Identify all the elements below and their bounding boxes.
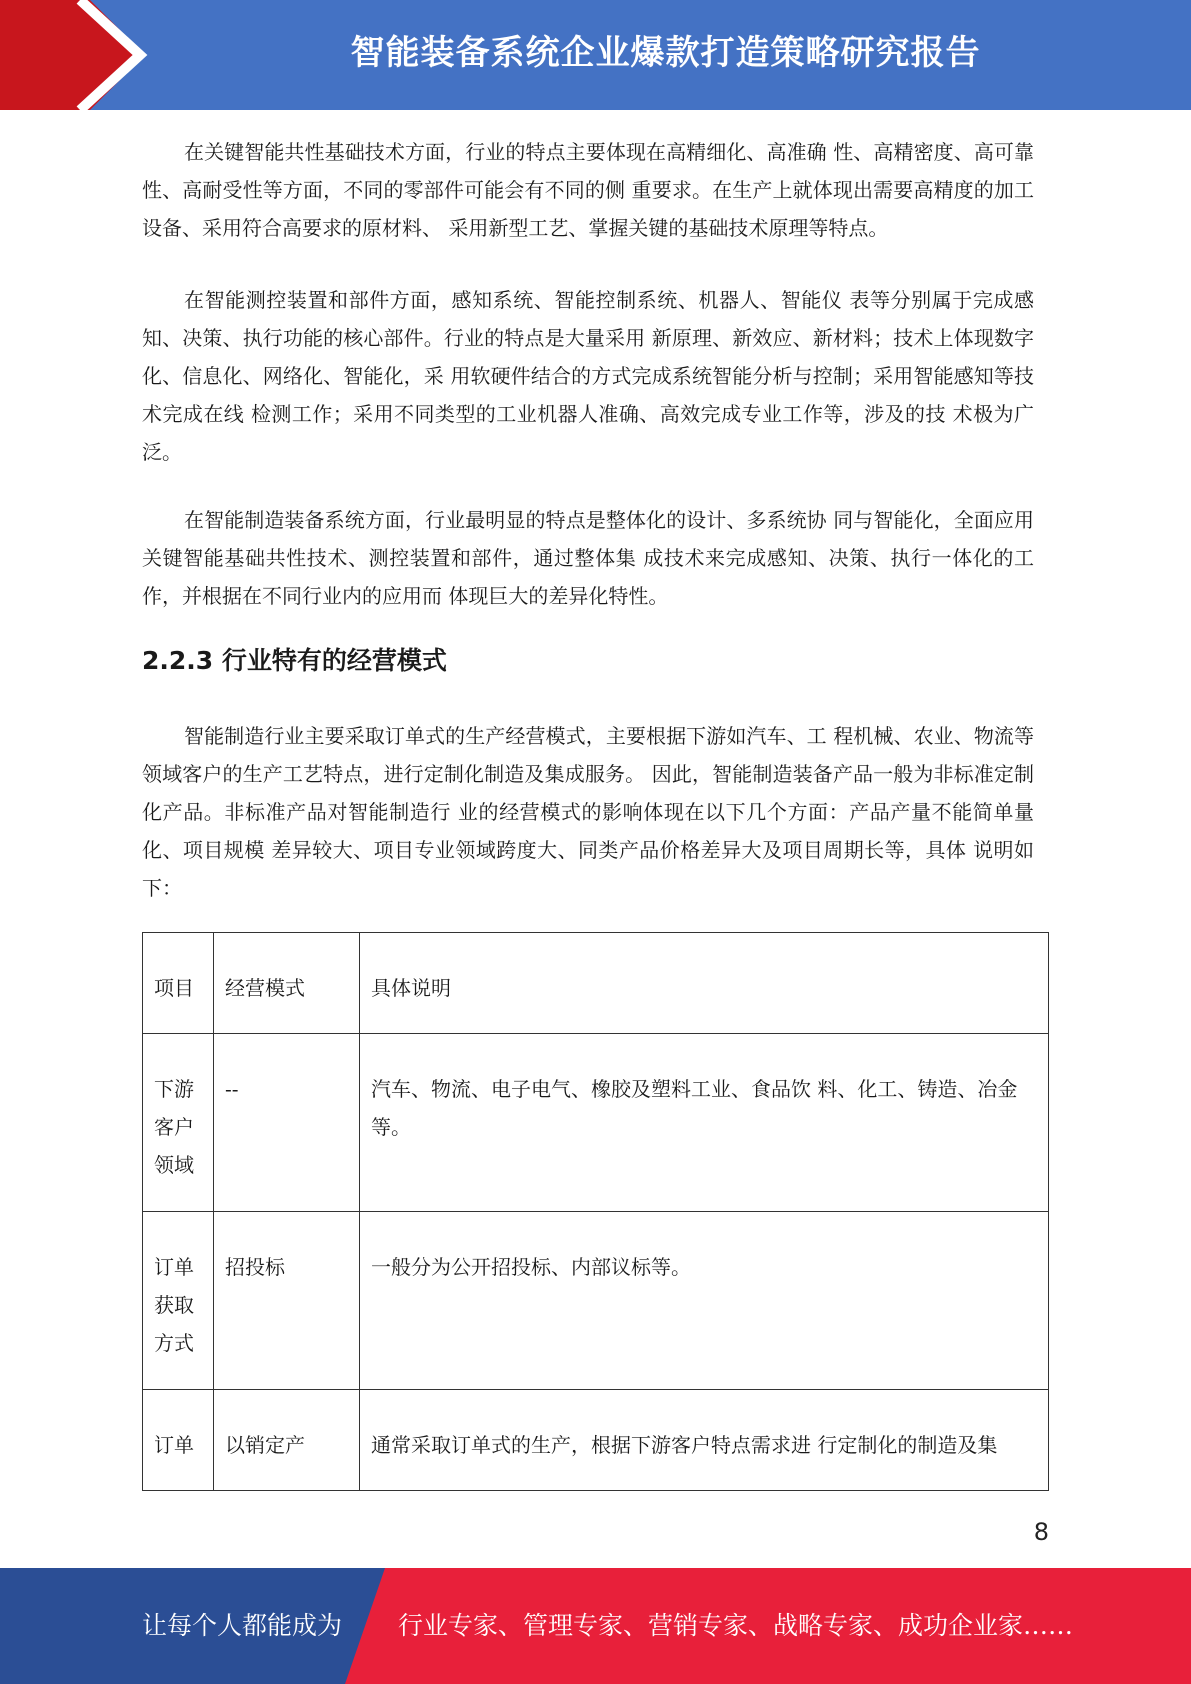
section-heading: 2.2.3 行业特有的经营模式 xyxy=(142,646,447,675)
table-row xyxy=(143,1212,1049,1390)
table-cell-description: 汽车、物流、电子电气、橡胶及塑料工业、食品饮 料、化工、铸造、冶金等。 xyxy=(360,1034,1049,1212)
table-header-cell: 项目 xyxy=(143,933,214,1034)
table-cell-item: 订单 xyxy=(143,1390,214,1491)
table-header-row xyxy=(143,933,1049,1034)
table-cell-item: 下游客户领域 xyxy=(143,1034,214,1212)
table xyxy=(142,932,1049,1491)
page-footer xyxy=(0,1568,1191,1684)
table-cell-item: 订单获取方式 xyxy=(143,1212,214,1390)
table-cell-mode: -- xyxy=(214,1034,360,1212)
page-header xyxy=(0,0,1191,110)
table-cell-mode: 招投标 xyxy=(214,1212,360,1390)
table-row xyxy=(143,1034,1049,1212)
paragraph-2: 在智能测控装置和部件方面，感知系统、智能控制系统、机器人、智能仪 表等分别属于完成感知、决策、执行功能的核心部件。行业的特点是大量采用 新原理、新效应、新材料；技术上体现数字化、信息化、网络化、智能化，采 用软硬件结合的方式完成系统智能分析与控制；采用智能感知等技术完成在线 检测工作；采用不同类型的工业机器人准确、高效完成专业工作等，涉及的技 术极为广泛。 xyxy=(142,288,1034,464)
table-header-cell: 经营模式 xyxy=(214,933,360,1034)
section-paragraph: 智能制造行业主要采取订单式的生产经营模式，主要根据下游如汽车、工 程机械、农业、物流等领域客户的生产工艺特点，进行定制化制造及集成服务。 因此，智能制造装备产品一般为非标准定制化产品。非标准产品对智能制造行 业的经营模式的影响体现在以下几个方面：产品产量不能简单量化、项目规模 差异较大、项目专业领域跨度大、同类产品价格差异大及项目周期长等，具体 说明如下： xyxy=(142,724,1034,900)
paragraph-1: 在关键智能共性基础技术方面，行业的特点主要体现在高精细化、高准确 性、高精密度、高可靠性、高耐受性等方面，不同的零部件可能会有不同的侧 重要求。在生产上就体现出需要高精度的加工设备、采用符合高要求的原材料、 采用新型工艺、掌握关键的基础技术原理等特点。 xyxy=(142,140,1034,240)
header-arrow-decoration xyxy=(0,0,200,110)
table-header-cell: 具体说明 xyxy=(360,933,1049,1034)
business-model-table xyxy=(142,932,1049,1491)
table-row xyxy=(143,1390,1049,1491)
footer-slogan-right: 行业专家、管理专家、营销专家、战略专家、成功企业家…… xyxy=(398,1611,1074,1640)
table-cell-mode: 以销定产 xyxy=(214,1390,360,1491)
table-cell-description: 一般分为公开招投标、内部议标等。 xyxy=(360,1212,1049,1390)
paragraph-3: 在智能制造装备系统方面，行业最明显的特点是整体化的设计、多系统协 同与智能化，全面应用关键智能基础共性技术、测控装置和部件，通过整体集 成技术来完成感知、决策、执行一体化的工作，并根据在不同行业内的应用而 体现巨大的差异化特性。 xyxy=(142,508,1034,608)
table-cell-description: 通常采取订单式的生产，根据下游客户特点需求进 行定制化的制造及集 xyxy=(360,1390,1049,1491)
page-number: 8 xyxy=(1033,1518,1049,1546)
footer-slogan-left: 让每个人都能成为 xyxy=(142,1611,343,1640)
report-title: 智能装备系统企业爆款打造策略研究报告 xyxy=(350,33,981,73)
